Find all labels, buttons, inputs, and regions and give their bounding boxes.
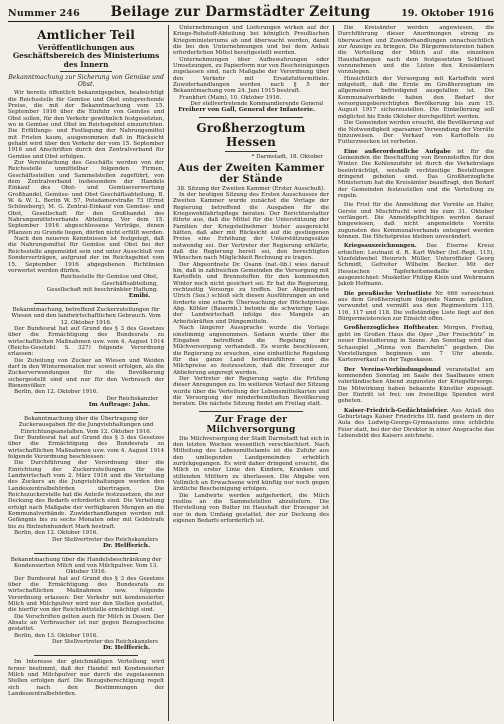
signature-name: Im Auftrage: Jahn. <box>88 401 151 409</box>
issue-number: Nummer 246 <box>8 8 80 19</box>
news-item-label: Kriegsauszeichnungen. <box>343 243 417 250</box>
headline-milk: Zur Frage der Milchversorgung <box>206 414 296 435</box>
news-item-text: veranstaltet am kommenden Sonntag im Saale des Saalbaues einen vaterländischen Abend zugunsten der Kriegsfürsorge. Die Mitwirkung haben bekannte Künstler zugesagt. Der Eintritt ist frei; um freiwillige Spenden wird gebeten. <box>337 366 494 405</box>
signature-role: Der Stellvertreter des Reichskanzlers <box>52 639 159 646</box>
divider <box>225 151 277 152</box>
paragraph: Die Landwirte werden aufgefordert, die Milch restlos an die Sammelstellen abzuliefern. Die Herstellung von Butter im Haushalt der Erzeuger ist nur in dem Umfang gestattet, der zur Deckung des eigenen Bedarfs erforderlich ist. <box>172 492 330 525</box>
paragraph: Der Bundesrat hat auf Grund des § 3 des Gesetzes über die Ermächtigung des Bundesrats zu wirtschaftlichen Maßnahmen usw. vom 4. August 1914 folgende Verordnung beschlossen: <box>8 435 165 461</box>
paragraph: Der Vertreter der Regierung sagte die Prüfung dieser Anregungen zu. Im weiteren Verlauf der Sitzung wurde über die Verteilung der Lebensmittelkarten und die Versorgung der minderbemittelten Bevölkerung beraten. Die nächste Sitzung findet am Freitag statt. <box>172 375 330 408</box>
masthead <box>8 4 494 19</box>
paragraph: Die Vorschriften gelten auch für Milch in Dosen. Der Absatz an Verbraucher ist nur gegen Bezugsscheine gestattet. <box>8 613 165 633</box>
paragraph: Hinsichtlich der Versorgung mit Kartoffeln wird mitgeteilt, daß die Ernte im Großherzogtum im allgemeinen befriedigend ausgefallen ist. Die Kommunalverbände haben den Bedarf der versorgungsberechtigten Bevölkerung bis zum 15. August 1917 sicherzustellen. Die Einkellerung soll möglichst bis Ende Oktober durchgeführt werden. <box>337 75 494 120</box>
divider <box>199 411 303 412</box>
news-item-text: Aus Anlaß des Geburtstags Kaiser Friedrichs III. fand gestern in der Aula des Ludwig-Georgs-Gymnasiums eine schlichte Feier statt, bei der der Direktor in einer Ansprache das Lebensbild des Kaisers zeichnete. <box>337 407 494 439</box>
notice-title: Bekanntmachung zur Sicherung von Gemüse und Obst. <box>8 74 164 89</box>
divider <box>34 655 138 656</box>
headline-ministry: Veröffentlichungen aus Geschäftsbereich des Ministeriums des Innern <box>12 43 160 69</box>
columns <box>8 25 494 721</box>
paragraph: Die Durchführung der Verordnung über die Einrichtung der Zuckerzuteilungen für die Landwirtschaft vom 2. März 1916 und die Verteilung des Zuckers an die Jungviehhaltungen werden den Landeszentralbehörden übertragen. Die Reichszuckerstelle hat die Anteile festzusetzen, die zur Deckung des Bedarfs erforderlich sind. Die Verteilung erfolgt nach Maßgabe der verfügbaren Mengen an die Kommunalverbände. Zuwiderhandlungen werden mit Gefängnis bis zu sechs Monaten oder mit Geldstrafe bis zu fünfzehnhundert Mark bestraft. <box>8 460 165 530</box>
column-rule <box>333 25 334 721</box>
news-item-label: Großherzogliches Hoftheater. <box>343 325 439 332</box>
news-item <box>338 367 494 405</box>
paragraph: Die Gemeinden werden ersucht, die Bevölkerung auf die Notwendigkeit sparsamer Verwendung der Vorräte hinzuweisen. Der Verkauf von Kartoffeln zu Futterzwecken ist verboten. <box>337 120 494 146</box>
signature-line: Gesellschaft mit beschränkter Haftung. <box>46 286 159 293</box>
news-item-text: Das Eiserne Kreuz erhielten: Leutnant d. R. Karl Weber (Inf.-Regt. 115), Vizefeldwebel Heinrich Müller, Unteroffizier Georg Schmidt, Gefreiter Wilhelm Becker. Mit der Hessischen Tapferkeitsmedaille wurden ausgezeichnet: Musketier Philipp Klein und Wehrmann Jakob Hofmann. <box>337 243 494 288</box>
dateline: Berlin, den 13. Oktober 1916. <box>14 632 99 639</box>
divider <box>34 412 138 413</box>
paragraph: Die Kreisämter werden angewiesen, die Durchführung dieser Anordnungen streng zu überwachen und Zuwiderhandlungen unnachsichtlich zur Anzeige zu bringen. Die Bürgermeistereien haben die Verteilung der Milch auf die einzelnen Haushaltungen nach dem festgesetzten Schlüssel vorzunehmen und die Listen den Kreisämtern vorzulegen. <box>337 25 494 76</box>
news-item-label: Die preußische Verlustliste <box>343 290 432 297</box>
headline-chamber: Aus der Zweiten Kammer der Stände <box>177 162 325 185</box>
paragraph: Unternehmungen über Aufbewahrungen oder Umsetzungen, zu Papierform nur von Bescheinigungen zugelassen sind, nach Maßgabe der Verordnung über den Verkehr mit Ersatzfuttermitteln. Zuwiderhandlungen werden nach § 5 der Bekanntmachung vom 24. Juni 1915 bestraft. <box>172 56 330 95</box>
paragraph: Nach den neueren Kenntnissen ist festgelegt, daß die Nahrungsmittel für Gemüse und Obst bei der Reichsstelle angemeldet sein und unter Ausschluß von Sonderverträgen, aufgrund der im Reichsgebiet vom 15. September 1916 abgegebenen Richtlinien verwertet werden dürfen. <box>8 236 165 274</box>
paragraph: Nach längerer Aussprache wurde die Vorlage einstimmig angenommen. Sodann wurde über die Eingaben betreffend die Regelung der Milchversorgung verhandelt. Es wurde beschlossen, die Regierung zu ersuchen, eine einheitliche Regelung für das ganze Land herbeizuführen und die Milchpreise so festzusetzen, daß die Erzeuger zur Ablieferung angeregt werden. <box>172 325 330 376</box>
dateline: Berlin, den 12. Oktober 1916. <box>14 530 99 537</box>
notice-title: Bekanntmachung über die Handelsbeschränkung der Kondensierten Milch und von Milchpulver. Vom 13. Oktober 1916. <box>10 556 162 576</box>
paragraph: Die Milchversorgung der Stadt Darmstadt hat sich in den letzten Wochen wesentlich verschlechtert. Nach Mitteilung des Lebensmittelamts ist die Zufuhr aus den umliegenden Landgemeinden erheblich zurückgegangen. Es wird daher dringend ersucht, die Milch in erster Linie den Kindern, Kranken und stillenden Müttern zu überlassen. Die Abgabe von Vollmilch an Erwachsene wird künftig nur noch gegen ärztliche Bescheinigung erfolgen. <box>172 435 330 493</box>
news-item-text: ist für die Gemeinden die Beschaffung von Brennstoffen für den Winter. Die Kohlenzufuhr ist durch die Verkehrslage beeinträchtigt, weshalb rechtzeitige Bestellungen dringend geboten sind. Das Großherzogliche Ministerium hat die Kreisämter beauftragt, den Bedarf der Gemeinden festzustellen und die Verteilung zu regeln. <box>337 148 494 199</box>
paragraph: Im Interesse der gleichmäßigen Verteilung wird ferner bestimmt, daß der Handel mit Kondensierter Milch und Milchpulver nur durch die zugelassenen Stellen erfolgen darf. Die Bezugsberechtigung regelt sich nach den Bestimmungen der Landeszentralbehörden. <box>8 659 165 697</box>
divider <box>199 117 303 118</box>
signature-name: Dr. Helfferich. <box>102 541 151 549</box>
column-2 <box>173 25 329 721</box>
section-title-hessen: Großherzogtum Hessen <box>196 121 306 150</box>
paragraph: Der Bundesrat hat auf Grund des § 3 des Gesetzes über die Ermächtigung des Bundesrats zu wirtschaftlichen Maßnahmen usw. folgende Verordnung erlassen: Der Verkehr mit kondensierter Milch und Milchpulver wird nur den Stellen gestattet, die hierfür von der Reichsfettstelle ermächtigt sind. <box>8 575 165 614</box>
news-item: Die Frist für die Anmeldung der Vorräte an Hafer, Gerste und Mischfrucht wird bis zum 31. Oktober verlängert. Die Anmeldepflichtigen werden darauf hingewiesen, daß nicht angemeldete Vorräte zugunsten des Kommunalverbands enteignet werden können. Die Höchstpreise bleiben unverändert. <box>337 202 494 240</box>
paragraph: Der Abgeordnete Dr. Osann (nat.-lib.) wies darauf hin, daß in zahlreichen Gemeinden die Versorgung mit Kartoffeln und Brennstoffen für den kommenden Winter noch nicht gesichert sei. Er bat die Regierung, rechtzeitig Vorsorge zu treffen. Der Abgeordnete Ulrich (Soz.) schloß sich diesen Ausführungen an und forderte eine scharfe Überwachung der Höchstpreise. Abg. Köhler (Bauernb.) betonte die schwierige Lage der Landwirtschaft infolge des Mangels an Arbeitskräften und Düngemitteln. <box>172 261 330 325</box>
divider <box>34 303 138 304</box>
paragraph: Der Bundesrat hat auf Grund des § 3 des Gesetzes über die Ermächtigung des Bundesrats zu wirtschaftlichen Maßnahmen usw. vom 4. August 1914 (Reichs-Gesetzbl. S. 327) folgende Verordnung erlassen: <box>8 326 165 358</box>
newspaper-title: Beilage zur Darmstädter Zeitung <box>110 4 371 20</box>
signature-role: Der Reichskanzler <box>106 395 159 402</box>
dateline: Berlin, den 12. Oktober 1916. <box>14 389 99 396</box>
column-rule <box>168 25 169 721</box>
signature-name: Dr. Helfferich. <box>102 644 151 652</box>
masthead-rule <box>8 21 494 22</box>
notice-title: Bekanntmachung, betreffend Zuckerzuteilungen für Wiesen und den landwirtschaftlichen Gebrauch. Vom 12. Oktober 1916. <box>11 307 161 326</box>
paragraph: In der heutigen Sitzung des Ersten Ausschusses der Zweiten Kammer wurde zunächst die Vorlage der Regierung betreffend die Ausgaben für die Kriegswohlfahrtspflege beraten. Der Berichterstatter führte aus, daß die Mittel für die Unterstützung der Familien der Kriegsteilnehmer bisher ausgereicht hätten, daß aber mit Rücksicht auf die gestiegenen Preise eine Erhöhung der Unterstützungssätze notwendig sei. Der Vertreter der Regierung erklärte, daß die Regierung bereit sei, den berechtigten Wünschen nach Möglichkeit Rechnung zu tragen. <box>172 191 330 262</box>
dateline: Frankfurt (Main), 10. Oktober 1916. <box>178 94 282 101</box>
news-item <box>338 243 494 287</box>
signature-name: Emibi. <box>128 292 151 300</box>
news-item-label: Der Vereins-Verbindungsbund <box>343 366 441 373</box>
signature-line: Reichsstelle für Gemüse und Obst, Geschäftsabteilung, <box>60 274 159 287</box>
signature-role: Der stellvertretende Kommandierende General <box>190 101 324 108</box>
divider <box>34 553 138 554</box>
news-item-text: Morgen, Freitag, geht im Großen Haus die Oper „Der Freischütz“ in neuer Einstudierung in Szene. Am Sonntag wird das Schauspiel „Minna von Barnhelm“ gegeben. Die Vorstellungen beginnen um 7 Uhr abends. Kartenverkauf an der Tageskasse. <box>337 325 494 364</box>
news-item <box>338 149 494 200</box>
notice-title: Bekanntmachung über die Übertragung der Zuckerausgaben für die Jungviehhaltungen und Einrichtungsanstalten. Vom 12. Oktober 1916. <box>18 415 154 435</box>
signature-role: Der Stellvertreter des Reichskanzlers <box>52 536 159 543</box>
news-item-label: Eine außerordentliche Aufgabe <box>343 148 451 155</box>
news-item <box>338 408 494 440</box>
issue-date: 19. Oktober 1916 <box>401 8 494 19</box>
paragraph: Wir bereits öffentlich bekanntgegeben, beabsichtigt die Reichsstelle für Gemüse und Obst entsprechende Preise, die mit der Bekanntmachung vom 15. September 1916 über die Einfuhr von Gemüse und Obst sollen, für den Verkehr gewöhnlich festgesetzten, wo in Gemüse und Obst im Reichsgebiet einzurichten. Die Erfüllungs- und Festlegung der Nahrungsmittel mit Fristen kaum, ausgenommen daß in Rücksicht gehabt wird über den Verkehr der vom 15. September 1916 und Anschriften durch den Zentralverband für Gemüse und Obst erfolgen. <box>8 90 165 160</box>
divider <box>60 71 112 72</box>
paragraph: Die Zuteilung von Zucker an Wiesen und Weiden darf in den Wintermonaten nur soweit erfolgen, als die Zuckerverwendungen für die Bevölkerung sichergestellt sind und nur für den Verbrauch der Bienenvölker. <box>8 357 165 390</box>
news-item <box>338 325 494 363</box>
news-item-text: Nr. 666 verzeichnet aus dem Großherzogtum folgende Namen: gefallen, verwundet und vermißt aus den Regimentern 115, 116, 117 und 118. Die vollständige Liste liegt auf den Bürgermeistereien zur Einsicht offen. <box>337 290 494 323</box>
paragraph: Unternehmungen und Lieferungen wirken auf der Kriegs-Rohstoff-Abteilung bei königlich Preußischen Kriegsministeriums ab und überwacht werden, damit die bei den Unternehmungen und bei dem Anbau erforderlichen Mittel bereitgestellt werden. <box>172 25 330 57</box>
section-title-official: Amtlicher Teil <box>37 28 136 42</box>
column-3 <box>338 25 494 721</box>
paragraph: Zur Vereinfachung des Geschäfts werden von der Reichsstelle unmittelbar folgenden Firmen, Geschäftsstellen und Sammelstellen zugeführt, von dem Zentralverband insbesondere der Handels Einkauf des Obst- und Gemüseverwertung Großhandel, Gemüse- und Obst Geschäftsabteilung, B. W. & W. L. Berlin W. 57, Potsdamerstraße 73 (Ernst Schöneberg), M. G. Zentral-Einkauf von Gemüse- und Obst, Gesellschaft für den Großhandel des Nahrungsmittelverbands Abteilung. Vor dem 15. September 1916 abgeschlossene Verträge, denen Pflanzen zu Grunde liegen, dürfen nicht erfüllt werden. <box>8 160 165 236</box>
news-item-label: Kaiser-Friedrich-Gedächtnisfeier. <box>343 407 449 414</box>
session-line: 38. Sitzung der Zweiten Kammer (Erster Ausschuß). <box>177 185 325 192</box>
dateline: * Darmstadt, 18. Oktober <box>251 154 324 161</box>
news-item <box>338 291 494 323</box>
column-1 <box>8 25 164 721</box>
signature-name: Freiherr von Gall, General der Infanterie. <box>178 106 316 114</box>
